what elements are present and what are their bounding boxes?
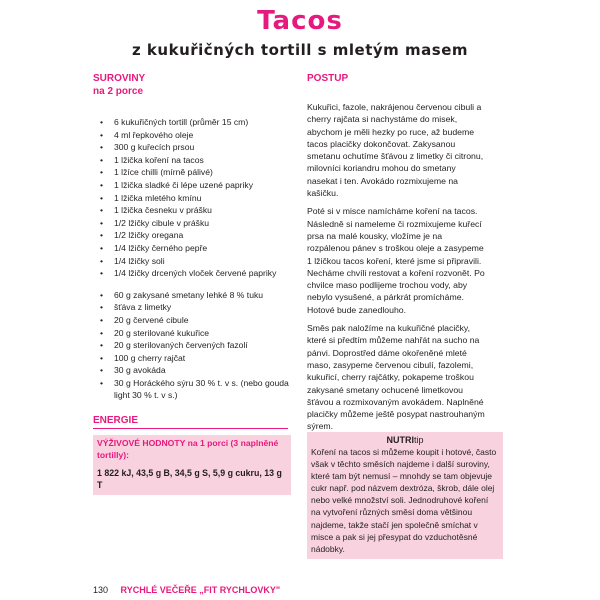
ingredient-list-main	[100, 116, 293, 280]
servings-label: na 2 porce	[93, 86, 144, 97]
list-item: • 6 kukuřičných tortill (průměr 15 cm)	[100, 116, 293, 129]
list-item: • 4 ml řepkového oleje	[100, 129, 293, 142]
list-item: • 1 lžička sladké či lépe uzené papriky	[100, 179, 293, 192]
ingredients-heading: SUROVINY	[93, 73, 146, 84]
page-number: 130	[93, 585, 109, 595]
list-item: • 1 lžička česneku v prášku	[100, 204, 293, 217]
list-item: • 60 g zakysané smetany lehké 8 % tuku	[100, 289, 293, 302]
list-item: • 1/2 lžičky oregana	[100, 229, 293, 242]
nutri-tip-box	[307, 432, 503, 559]
nutri-tip-title-rest: tip	[413, 435, 424, 445]
left-column	[93, 72, 293, 495]
recipe-title: Tacos	[257, 6, 343, 36]
procedure-text	[307, 101, 487, 433]
list-item: • 30 g avokáda	[100, 364, 293, 377]
nutrition-values-box	[93, 435, 291, 495]
procedure-paragraph: Kukuřici, fazole, nakrájenou červenou cibuli a cherry rajčata si nachystáme do misek, abychom je měli hezky po ruce, až budeme tacos placičky dokončovat. Zakysanou smetanu ochutíme šťávou z limetky či citronu, milovníci koriandru mohou do smetany nasekat i ten. Avokádo rozmixujeme na kašičku.	[307, 102, 484, 199]
list-item: • 1 lžička koření na tacos	[100, 154, 293, 167]
energy-heading: ENERGIE	[93, 414, 288, 429]
list-item: • 1/4 lžičky soli	[100, 255, 293, 268]
book-title: RYCHLÉ VEČEŘE „FIT RYCHLOVKY"	[120, 585, 281, 595]
list-item: • 1/2 lžičky cibule v prášku	[100, 217, 293, 230]
list-item: • 100 g cherry rajčat	[100, 352, 293, 365]
recipe-subtitle: z kukuřičných tortill s mletým masem	[131, 41, 468, 59]
list-item: • 300 g kuřecích prsou	[100, 141, 293, 154]
nutri-tip-text: Koření na tacos si můžeme koupit i hotové, často však v těchto směsích najdeme i další suroviny, které tam být nemusí – mnohdy se tam objevuje cukr např. pod názvem dextróza, škrob, dále olej nebo velké množství soli. Jednodruhové koření na vytvoření různých směsí doma většinou najdeme, takže stačí jen společně smíchat v misce a pak si jej přesypat do vzduchotěsné nádobky.	[311, 447, 497, 554]
procedure-paragraph: Směs pak naložíme na kukuřičné placičky, které si předtím můžeme nahřát na sucho na pánvi. Doprostřed dáme okořeněné mleté maso, zasypeme červenou cibulí, fazolemi, kukuřicí, cherry rajčátky, pokapeme troškou zakysané smetany ochucené limetkovou šťávou a rozmixovaným avokádem. Naplněné placičky můžeme ještě posypat nastrouhaným sýrem.	[307, 323, 485, 432]
right-column	[307, 72, 487, 439]
list-item: • 1/4 lžičky drcených vloček červené papriky	[100, 267, 293, 280]
list-item: • 1 lžíce chilli (mírně pálivé)	[100, 166, 293, 179]
nutrition-values-heading: VÝŽIVOVÉ HODNOTY na 1 porci (3 naplněné tortilly):	[97, 438, 279, 460]
page-footer	[93, 585, 280, 595]
list-item: • 20 g červené cibule	[100, 314, 293, 327]
nutri-tip-title-bold: NUTRI	[386, 435, 414, 445]
list-item: • 20 g sterilovaných červených fazolí	[100, 339, 293, 352]
nutri-tip-title	[311, 434, 499, 446]
list-item: • 30 g Horáckého sýru 30 % t. v s. (nebo gouda light 30 % t. v s.)	[100, 377, 293, 402]
list-item: • 1 lžička mletého kmínu	[100, 192, 293, 205]
procedure-paragraph: Poté si v misce namícháme koření na tacos. Následně si nameleme či rozmixujeme kuřecí prsa na malé kousky, vložíme je na rozpálenou pánev s troškou oleje a zasypeme 1 lžičkou tacos koření, které jsme si připravili. Necháme chvíli restovat a koření rozvonět. Po chvilce maso podlijeme trochou vody, aby nebylo vysušené, a párkrát promícháme. Hotové bude zanedlouho.	[307, 206, 485, 315]
list-item: • 1/4 lžičky černého pepře	[100, 242, 293, 255]
ingredient-list-filling	[100, 289, 293, 402]
list-item: • šťáva z limetky	[100, 301, 293, 314]
procedure-heading: POSTUP	[307, 73, 349, 84]
list-item: • 20 g sterilované kukuřice	[100, 327, 293, 340]
nutrition-values: 1 822 kJ, 43,5 g B, 34,5 g S, 5,9 g cukru, 13 g T	[97, 468, 282, 491]
